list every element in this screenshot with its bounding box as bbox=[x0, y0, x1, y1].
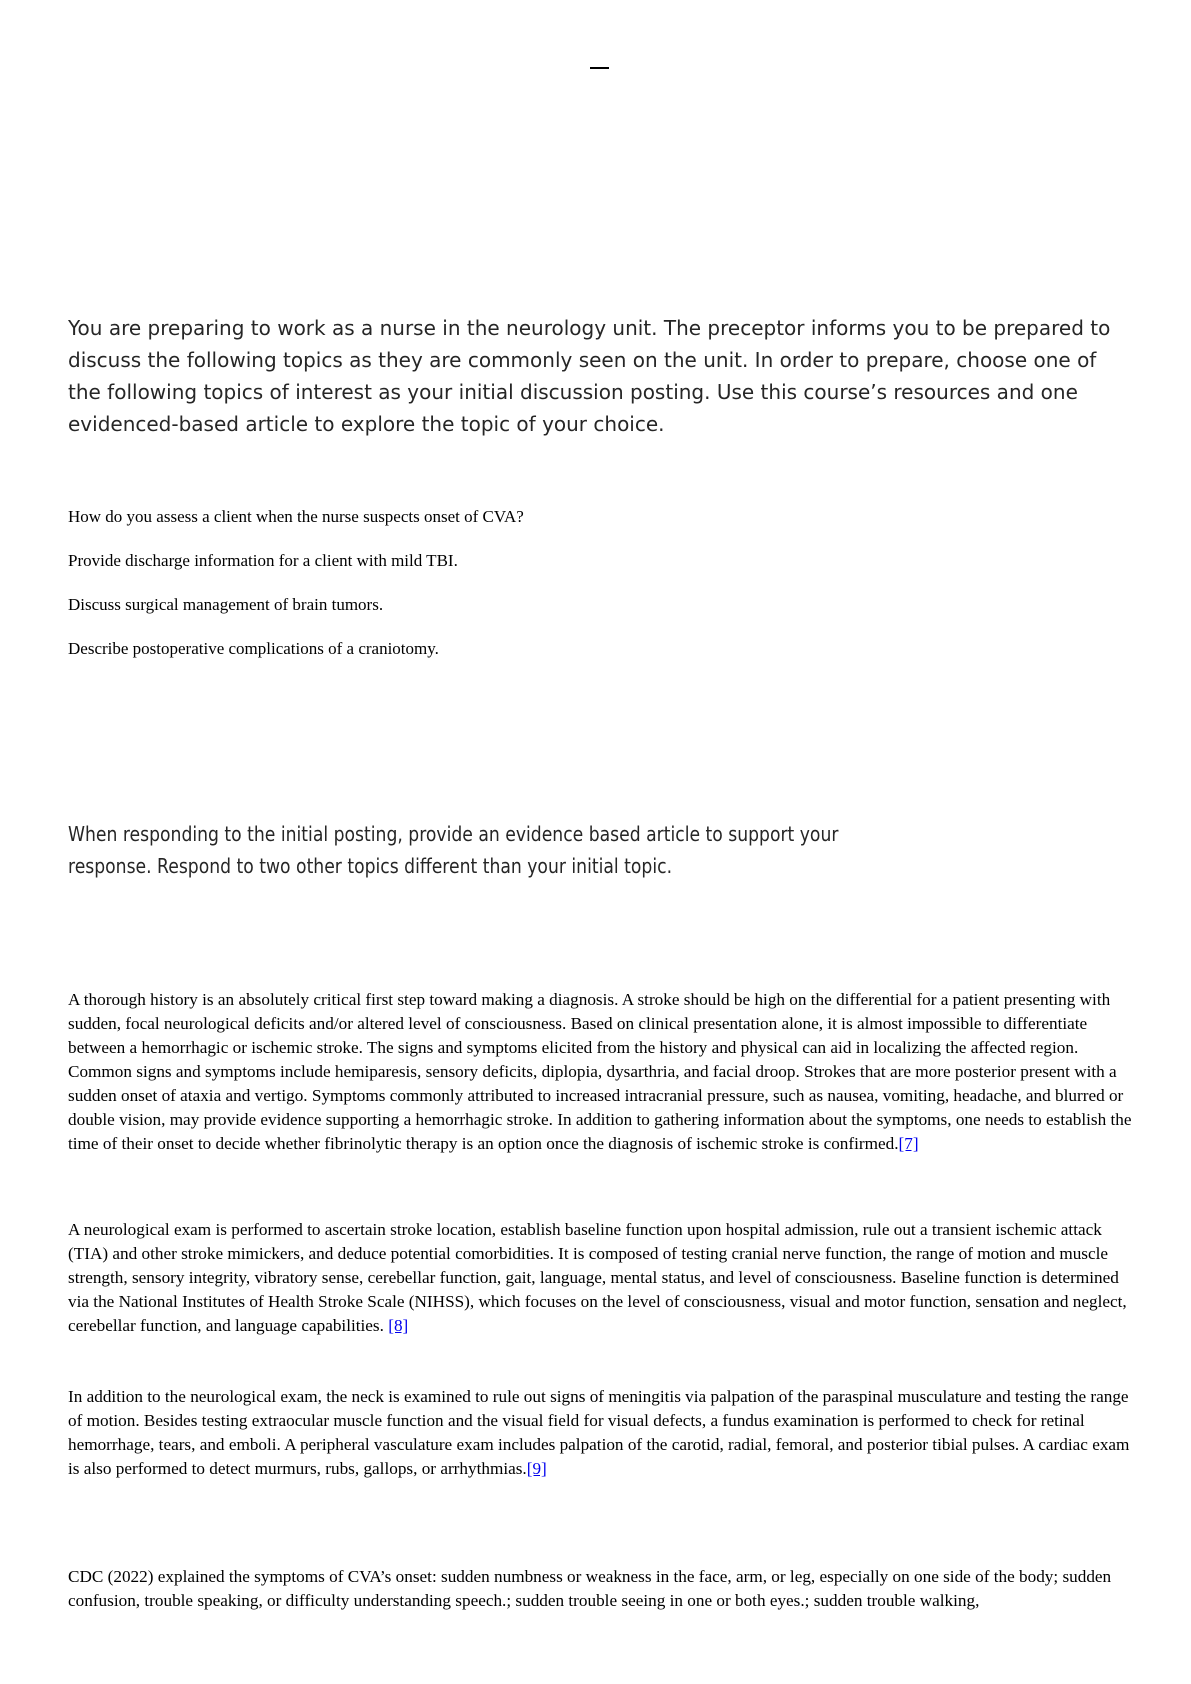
topic-item: Provide discharge information for a client with mild TBI. bbox=[68, 551, 458, 570]
assignment-intro: You are preparing to work as a nurse in the neurology unit. The preceptor informs you to be prepared to discuss the following topics as they are commonly seen on the unit. In order to prepare, choose one of the following topics of interest as your initial discussion posting. Use this course’s resources and one evidenced-based article to explore the topic of your choice. bbox=[68, 316, 1111, 436]
citation-link-9[interactable]: [9] bbox=[526, 1459, 547, 1478]
paragraph-text: A neurological exam is performed to ascertain stroke location, establish baseline function upon hospital admission, rule out a transient ischemic attack (TIA) and other stroke mimickers, and deduce potential comorbidities. It is composed of testing cranial nerve function, the range of motion and muscle strength, sensory integrity, vibratory sense, cerebellar function, gait, language, mental status, and level of consciousness. Baseline function is determined via the National Institutes of Health Stroke Scale (NIHSS), which focuses on the level of consciousness, visual and motor function, sensation and neglect, cerebellar function, and language capabilities. bbox=[68, 1220, 1127, 1335]
body-paragraph-neuro-exam bbox=[68, 1218, 1136, 1338]
body-paragraph-history bbox=[68, 988, 1136, 1156]
topic-item: How do you assess a client when the nurse suspects onset of CVA? bbox=[68, 507, 524, 526]
reply-instructions bbox=[68, 818, 1068, 882]
paragraph-text: A thorough history is an absolutely critical first step toward making a diagnosis. A stroke should be high on the differential for a patient presenting with sudden, focal neurological deficits and/or altered level of consciousness. Based on clinical presentation alone, it is almost impossible to differentiate between a hemorrhagic or ischemic stroke. The signs and symptoms elicited from the history and physical can aid in localizing the affected region. Common signs and symptoms include hemiparesis, sensory deficits, diplopia, dysarthria, and facial droop. Strokes that are more posterior present with a sudden onset of ataxia and vertigo. Symptoms commonly attributed to increased intracranial pressure, such as nausea, vomiting, headache, and blurred or double vision, may provide evidence supporting a hemorrhagic stroke. In addition to gathering information about the symptoms, one needs to establish the time of their onset to decide whether fibrinolytic therapy is an option once the diagnosis of ischemic stroke is confirmed. bbox=[68, 990, 1132, 1153]
reply-instructions-line: response. Respond to two other topics different than your initial topic. bbox=[68, 854, 673, 878]
citation-link-8[interactable]: [8] bbox=[388, 1316, 409, 1335]
topic-list bbox=[68, 505, 968, 681]
topic-item: Describe postoperative complications of a craniotomy. bbox=[68, 639, 439, 658]
topic-item: Discuss surgical management of brain tumors. bbox=[68, 595, 384, 614]
citation-link-7[interactable]: [7] bbox=[898, 1134, 919, 1153]
body-paragraph-cdc-symptoms bbox=[68, 1565, 1136, 1613]
page-header-mark bbox=[590, 67, 609, 69]
paragraph-text: In addition to the neurological exam, the neck is examined to rule out signs of meningitis via palpation of the paraspinal musculature and testing the range of motion. Besides testing extraocular muscle function and the visual field for visual defects, a fundus examination is performed to check for retinal hemorrhage, tears, and emboli. A peripheral vasculature exam includes palpation of the carotid, radial, femoral, and posterior tibial pulses. A cardiac exam is also performed to detect murmurs, rubs, gallops, or arrhythmias. bbox=[68, 1387, 1130, 1478]
paragraph-text: CDC (2022) explained the symptoms of CVA’s onset: sudden numbness or weakness in the face, arm, or leg, especially on one side of the body; sudden confusion, trouble speaking, or difficulty understanding speech.; sudden trouble seeing in one or both eyes.; sudden trouble walking, bbox=[68, 1567, 1112, 1610]
body-paragraph-physical-exam bbox=[68, 1385, 1136, 1481]
reply-instructions-line: When responding to the initial posting, provide an evidence based article to support your bbox=[68, 822, 839, 846]
